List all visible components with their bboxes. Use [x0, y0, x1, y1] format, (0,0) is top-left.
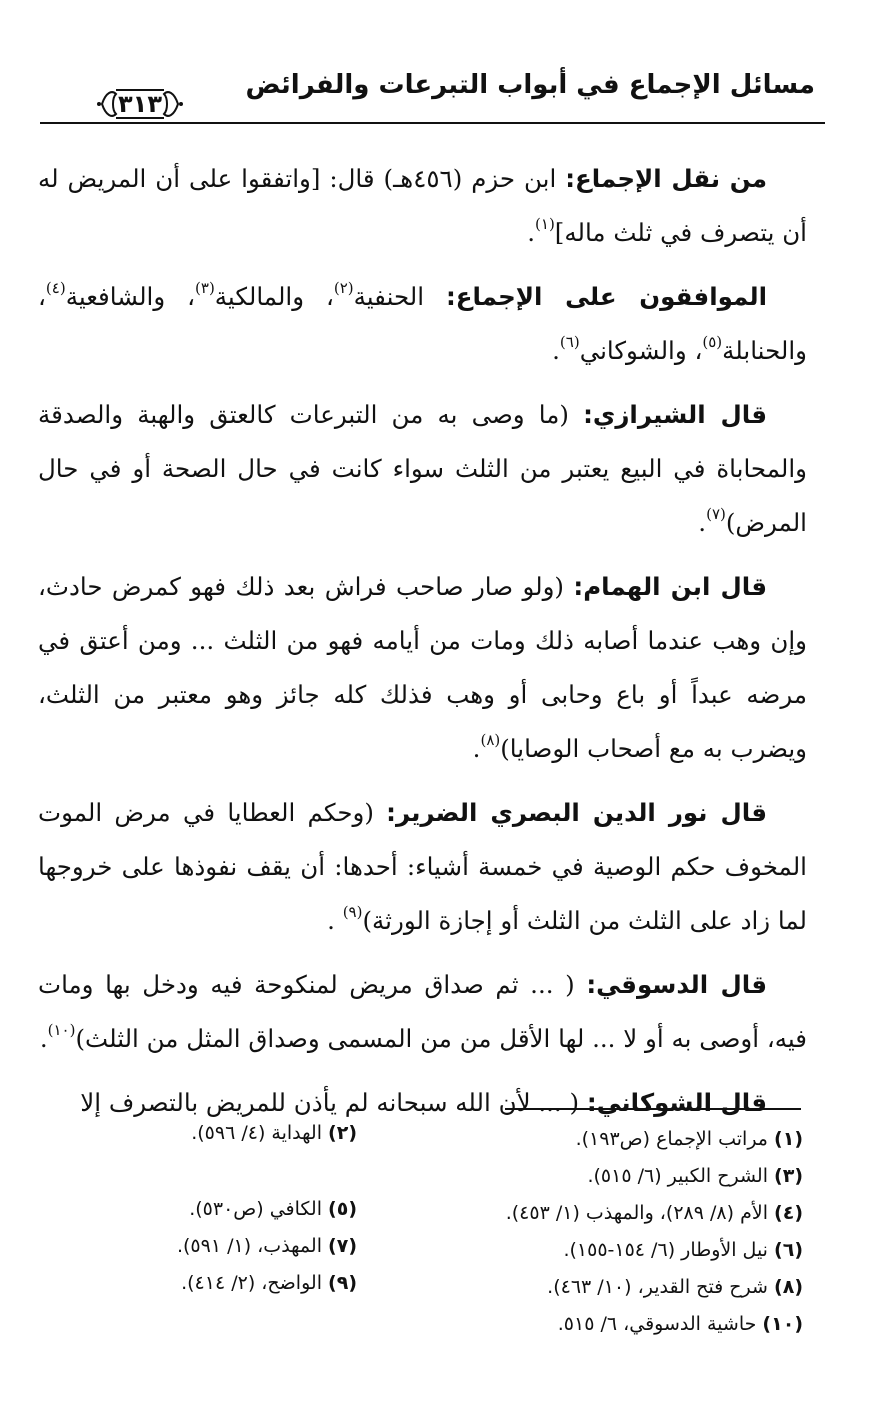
footnote [558, 1313, 803, 1335]
footnote-ref: (٣) [195, 279, 215, 297]
paragraph-lead: قال الشوكاني: [586, 1088, 767, 1117]
footnote-ref: (١٠) [47, 1021, 76, 1039]
footnote-rule [505, 1108, 801, 1110]
footnote-number: (٣) [774, 1165, 803, 1187]
paragraph-text: (ما وصى به من التبرعات كالعتق والهبة والصدقة والمحاباة في البيع يعتبر من الثلث سواء كانت في حال الصحة أو في حال المرض) [38, 400, 807, 537]
paragraph-text: ، والمالكية [214, 282, 334, 311]
footnote-number: (١٠) [762, 1313, 803, 1335]
footnote-ref: (٦) [559, 333, 580, 351]
footnote-ref: (٨) [480, 731, 501, 749]
footnote [576, 1128, 803, 1150]
footnote [587, 1165, 803, 1187]
paragraph-text: ، والشوكاني [579, 336, 703, 365]
footnote [191, 1122, 357, 1144]
footnote-number: (٤) [774, 1202, 803, 1224]
paragraph-text: (ولو صار صاحب فراش بعد ذلك فهو كمرض حادث، وإن وهب عندما أصابه ذلك ومات من أيامه فهو من الثلث ... ومن أعتق في مرضه عبداً أو باع وحابى أو وهب فذلك كله جائز وهو معتبر من الثلث، ويضرب به مع أصحاب الوصايا) [38, 572, 807, 763]
paragraph-lead: قال ابن الهمام: [573, 572, 767, 601]
paragraph-end: . [552, 336, 560, 365]
paragraph-end: . [698, 508, 707, 537]
footnote-ref: (١) [535, 215, 555, 233]
footnote-ref: (٩) [342, 903, 363, 921]
footnote-ref: (٢) [333, 279, 354, 297]
footnote-ref: (٥) [702, 333, 723, 351]
paragraph-text: ، والحنابلة [38, 282, 807, 365]
footnote-text: الكافي (ص٥٣٠). [189, 1198, 329, 1220]
footnote [547, 1276, 803, 1298]
footnote [177, 1235, 357, 1257]
running-header-title: مسائل الإجماع في أبواب التبرعات والفرائض [245, 70, 815, 100]
footnote-number: (٨) [774, 1276, 803, 1298]
body-text [38, 152, 807, 1140]
paragraph-text: (وحكم العطايا في مرض الموت المخوف حكم الوصية في خمسة أشياء: أحدها: أن يقف نفوذها على خروجها لما زاد على الثلث من الثلث أو إجازة الورثة) [38, 798, 807, 935]
footnote-text: نيل الأوطار (٦/ ١٥٤-١٥٥). [563, 1239, 775, 1261]
paragraph-lead: قال نور الدين البصري الضرير: [386, 798, 767, 827]
footnote-number: (٧) [328, 1235, 357, 1257]
footnote [189, 1198, 357, 1220]
footnote-text: حاشية الدسوقي، ٦/ ٥١٥. [557, 1313, 763, 1335]
footnote-ref: (٧) [706, 505, 726, 523]
footnote [563, 1239, 803, 1261]
footnote-text: الأم (٨/ ٢٨٩)، والمهذب (١/ ٤٥٣). [505, 1202, 775, 1224]
footnote-number: (٥) [328, 1198, 357, 1220]
paragraph-end: . [327, 906, 343, 935]
paragraph-text: ، والشافعية [65, 282, 196, 311]
header-rule [40, 122, 825, 124]
paragraph-lead: قال الشيرازي: [583, 400, 767, 429]
footnote-number: (٦) [774, 1239, 803, 1261]
paragraph [38, 958, 807, 1066]
footnote-text: مراتب الإجماع (ص١٩٣). [575, 1128, 775, 1150]
paragraph-text: ( ... ثم صداق مريض لمنكوحة فيه ودخل بها ومات فيه، أوصى به أو لا ... لها الأقل من من المسمى وصداق المثل من الثلث) [38, 970, 807, 1053]
footnote-text: الواضح، (٢/ ٤١٤). [181, 1272, 329, 1294]
footnote-number: (٩) [328, 1272, 357, 1294]
paragraph [38, 1076, 807, 1130]
footnote-text: المهذب، (١/ ٥٩١). [176, 1235, 329, 1257]
footnote [181, 1272, 357, 1294]
page-number-ornament [96, 86, 184, 122]
footnote-number: (٢) [328, 1122, 357, 1144]
footnote-number: (١) [774, 1128, 803, 1150]
paragraph-text: ابن حزم (٤٥٦هـ) قال: [واتفقوا على أن المريض له أن يتصرف في ثلث ماله] [38, 164, 807, 247]
footnote-text: الشرح الكبير (٦/ ٥١٥). [587, 1165, 775, 1187]
paragraph-text: ( ... لأن الله سبحانه لم يأذن للمريض بالتصرف إلا [80, 1088, 587, 1117]
footnote-text: الهداية (٤/ ٥٩٦). [191, 1122, 329, 1144]
paragraph [38, 152, 807, 260]
paragraph-lead: من نقل الإجماع: [565, 164, 768, 193]
footnote-ref: (٤) [45, 279, 66, 297]
paragraph [38, 388, 807, 550]
paragraph-end: . [39, 1024, 48, 1053]
footnote-text: شرح فتح القدير، (١٠/ ٤٦٣). [547, 1276, 775, 1298]
page-number: ٣١٣ [118, 90, 162, 118]
footnote [506, 1202, 803, 1224]
paragraph-lead: قال الدسوقي: [586, 970, 767, 999]
paragraph-text: الحنفية [353, 282, 446, 311]
paragraph [38, 786, 807, 948]
paragraph-end: . [472, 734, 481, 763]
paragraph [38, 270, 807, 378]
paragraph-lead: الموافقون على الإجماع: [445, 282, 767, 311]
paragraph [38, 560, 807, 776]
paragraph-end: . [527, 218, 536, 247]
